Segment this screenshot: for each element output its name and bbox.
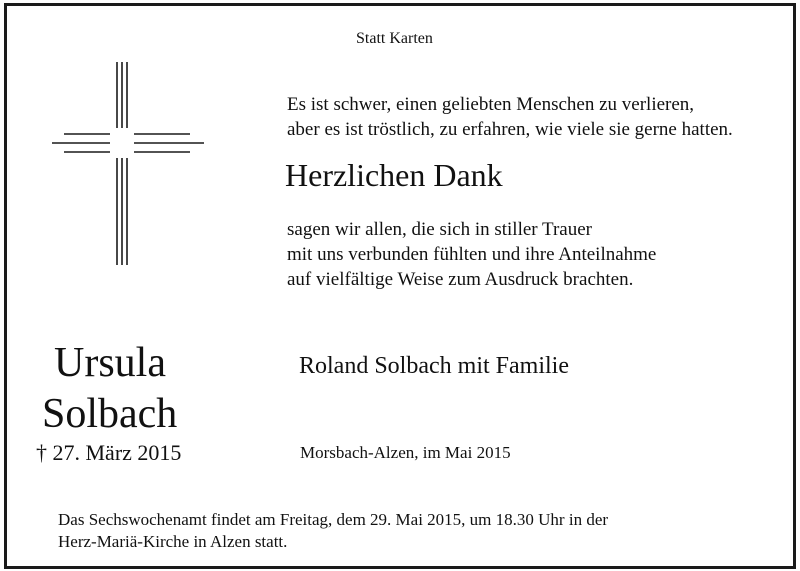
thanks-title: Herzlichen Dank xyxy=(285,157,503,193)
quote-text xyxy=(287,92,733,142)
deceased-first-name: Ursula xyxy=(54,340,166,386)
footer-line: Herz-Mariä-Kirche in Alzen statt. xyxy=(58,532,288,551)
deceased-last-name: Solbach xyxy=(42,391,178,437)
message-line: auf vielfältige Weise zum Ausdruck brachten. xyxy=(287,269,634,290)
header-statt-karten: Statt Karten xyxy=(356,30,433,47)
quote-line: aber es ist tröstlich, zu erfahren, wie viele sie gerne hatten. xyxy=(287,119,733,140)
quote-line: Es ist schwer, einen geliebten Menschen zu verlieren, xyxy=(287,94,695,115)
message-line: sagen wir allen, die sich in stiller Trauer xyxy=(287,219,592,240)
thanks-message xyxy=(287,217,656,292)
footer-line: Das Sechswochenamt findet am Freitag, dem 29. Mai 2015, um 18.30 Uhr in der xyxy=(58,510,609,529)
cross-icon xyxy=(50,60,210,270)
death-date: † 27. März 2015 xyxy=(36,440,182,465)
message-line: mit uns verbunden fühlten und ihre Anteilnahme xyxy=(287,244,657,265)
place-and-date: Morsbach-Alzen, im Mai 2015 xyxy=(300,443,511,462)
family-signature: Roland Solbach mit Familie xyxy=(299,353,569,379)
service-announcement xyxy=(58,509,608,553)
